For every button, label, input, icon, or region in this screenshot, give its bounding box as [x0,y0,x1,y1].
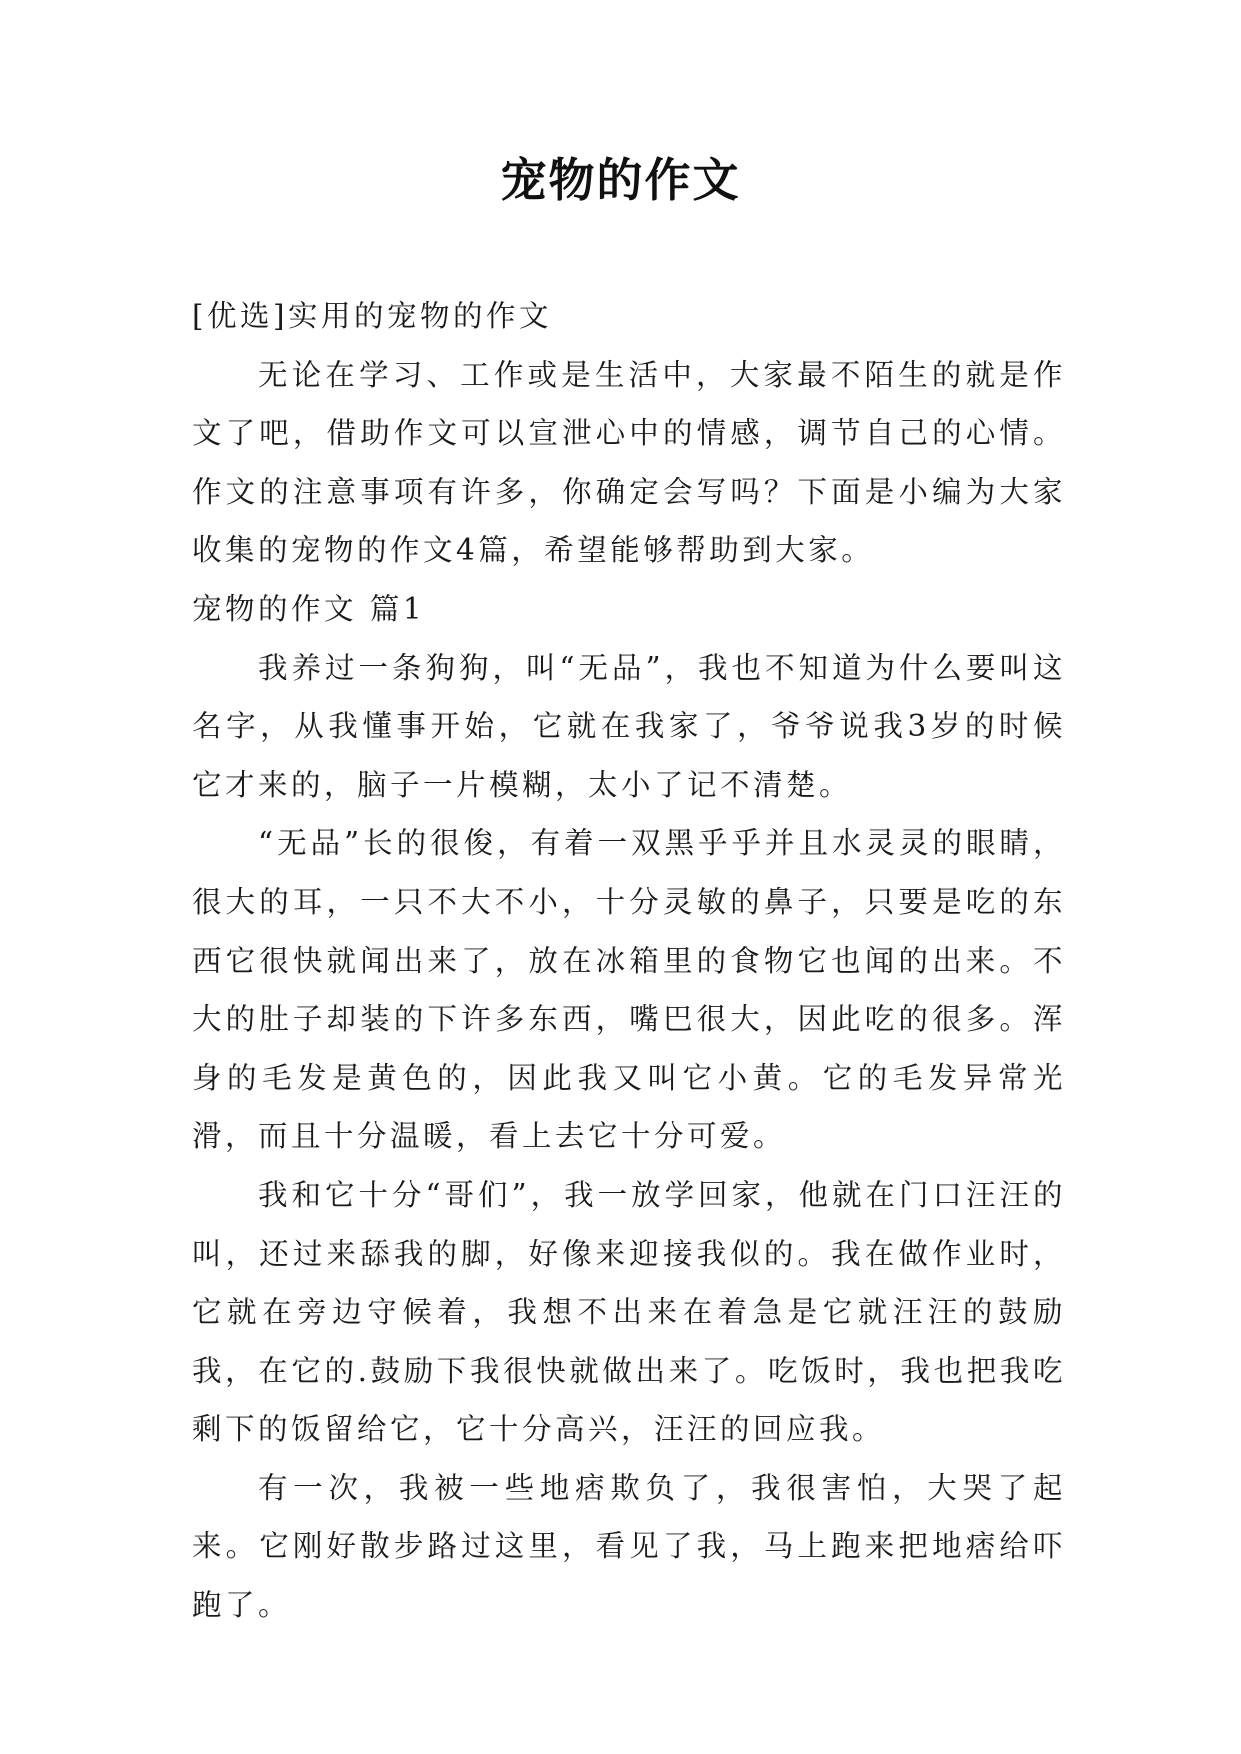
body-paragraph: “无品”长的很俊，有着一双黑乎乎并且水灵灵的眼睛，很大的耳，一只不大不小，十分灵敏的鼻子，只要是吃的东西它很快就闻出来了，放在冰箱里的食物它也闻的出来。不大的肚子却装的下许多东西，嘴巴很大，因此吃的很多。浑身的毛发是黄色的，因此我又叫它小黄。它的毛发异常光滑，而且十分温暖，看上去它十分可爱。 [192,826,1066,1154]
document-body [192,287,1066,1635]
document-title: 宠物的作文 [500,153,741,207]
body-paragraph: 我和它十分“哥们”，我一放学回家，他就在门口汪汪的叫，还过来舔我的脚，好像来迎接我似的。我在做作业时，它就在旁边守候着，我想不出来在着急是它就汪汪的鼓励我，在它的.鼓励下我很快就做出来了。吃饭时，我也把我吃剩下的饭留给它，它十分高兴，汪汪的回应我。 [192,1177,1066,1447]
body-paragraph: 我养过一条狗狗，叫“无品”，我也不知道为什么要叫这名字，从我懂事开始，它就在我家了，爷爷说我3岁的时候它才来的，脑子一片模糊，太小了记不清楚。 [192,650,1066,802]
body-paragraph: 有一次，我被一些地痞欺负了，我很害怕，大哭了起来。它刚好散步路过这里，看见了我，马上跑来把地痞给吓跑了。 [192,1470,1066,1623]
section-heading: 宠物的作文 篇1 [192,591,426,626]
intro-paragraph: 无论在学习、工作或是生活中，大家最不陌生的就是作文了吧，借助作文可以宣泄心中的情感，调节自己的心情。作文的注意事项有许多，你确定会写吗？下面是小编为大家收集的宠物的作文4篇，希望能够帮助到大家。 [192,357,1066,568]
document-subtitle: [优选]实用的宠物的作文 [192,299,553,333]
